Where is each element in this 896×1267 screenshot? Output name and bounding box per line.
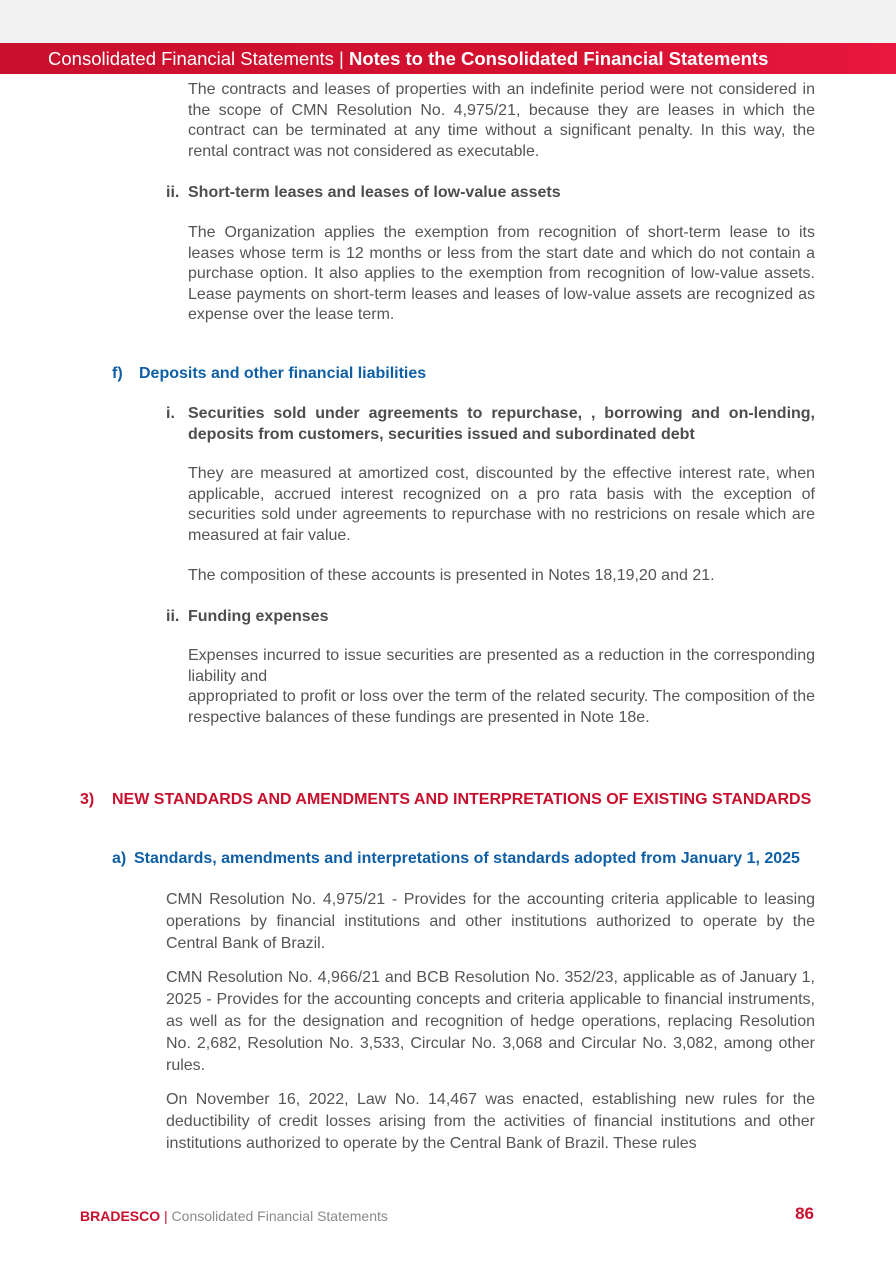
section-f-i-heading — [166, 403, 815, 445]
section-f-title: Deposits and other financial liabilities — [139, 365, 427, 382]
section-3a-para3: On November 16, 2022, Law No. 14,467 was enacted, establishing new rules for the deductibility of credit losses arising from the activities of financial institutions and other institutions authorized to operate by the Central Bank of Brazil. These rules — [166, 1091, 815, 1152]
footer-brand: BRADESCO — [80, 1208, 161, 1224]
section-f-ii-title: Funding expenses — [188, 608, 329, 625]
top-margin — [0, 0, 896, 43]
section-f-ii-body-line1: Expenses incurred to issue securities are presented as a reduction in the corresponding liability and — [188, 647, 815, 685]
footer-doc-title: Consolidated Financial Statements — [171, 1208, 388, 1224]
section-f-ii-number: ii. — [166, 608, 180, 625]
leases-ii-body: The Organization applies the exemption from recognition of short-term lease to its leases whose term is 12 months or less from the start date and which do not contain a purchase option. It also applies to the exemption from recognition of low-value assets. Lease payments on short-term leases and leases of low-value assets are recognized as expense over the lease term. — [188, 224, 815, 324]
section-3-number: 3) — [80, 791, 95, 808]
section-f-letter: f) — [112, 365, 123, 382]
footer-separator: | — [164, 1208, 168, 1224]
section-f-i-body1: They are measured at amortized cost, discounted by the effective interest rate, when applicable, accrued interest recognized on a pro rata basis with the exception of securities sold under agreements to repurchase with no restricions on resale which are measured at fair value. — [188, 465, 815, 544]
footer-title — [80, 1207, 388, 1225]
section-f-i-number: i. — [166, 405, 175, 422]
header-separator: | — [339, 48, 344, 69]
section-3a-para1: CMN Resolution No. 4,975/21 - Provides for the accounting criteria applicable to leasing operations by financial institutions and other institutions authorized to operate by the Central Bank of Brazil. — [166, 891, 815, 952]
section-f-i-body2: The composition of these accounts is presented in Notes 18,19,20 and 21. — [188, 567, 715, 584]
section-3a-title: Standards, amendments and interpretations of standards adopted from January 1, 2025 — [134, 850, 800, 867]
header-banner — [0, 43, 896, 74]
header-subsection: Notes to the Consolidated Financial Statements — [348, 48, 769, 69]
leases-ii-title: Short-term leases and leases of low-value assets — [188, 184, 561, 201]
intro-paragraph: The contracts and leases of properties with an indefinite period were not considered in the scope of CMN Resolution No. 4,975/21, because they are leases in which the contract can be terminated at any time without a significant penalty. In this way, the rental contract was not considered as executable. — [188, 81, 815, 160]
section-3a-letter: a) — [112, 850, 127, 867]
page-number: 86 — [795, 1204, 814, 1223]
leases-ii-number: ii. — [166, 184, 180, 201]
section-3-title: NEW STANDARDS AND AMENDMENTS AND INTERPRETATIONS OF EXISTING STANDARDS — [112, 791, 812, 808]
section-3a-para2: CMN Resolution No. 4,966/21 and BCB Resolution No. 352/23, applicable as of January 1, 2025 - Provides for the accounting concepts and criteria applicable to financial instruments, as well as for the designation and recognition of hedge operations, replacing Resolution No. 2,682, Resolution No. 3,533, Circular No. 3,068 and Circular No. 3,082, among other rules. — [166, 969, 815, 1074]
header-section: Consolidated Financial Statements — [48, 48, 334, 69]
section-f-ii-body-line2: appropriated to profit or loss over the term of the related security. The composition of the respective balances of these fundings are presented in Note 18e. — [188, 688, 815, 726]
section-f-i-title: Securities sold under agreements to repurchase, , borrowing and on-lending, deposits from customers, securities issued and subordinated debt — [188, 405, 815, 443]
